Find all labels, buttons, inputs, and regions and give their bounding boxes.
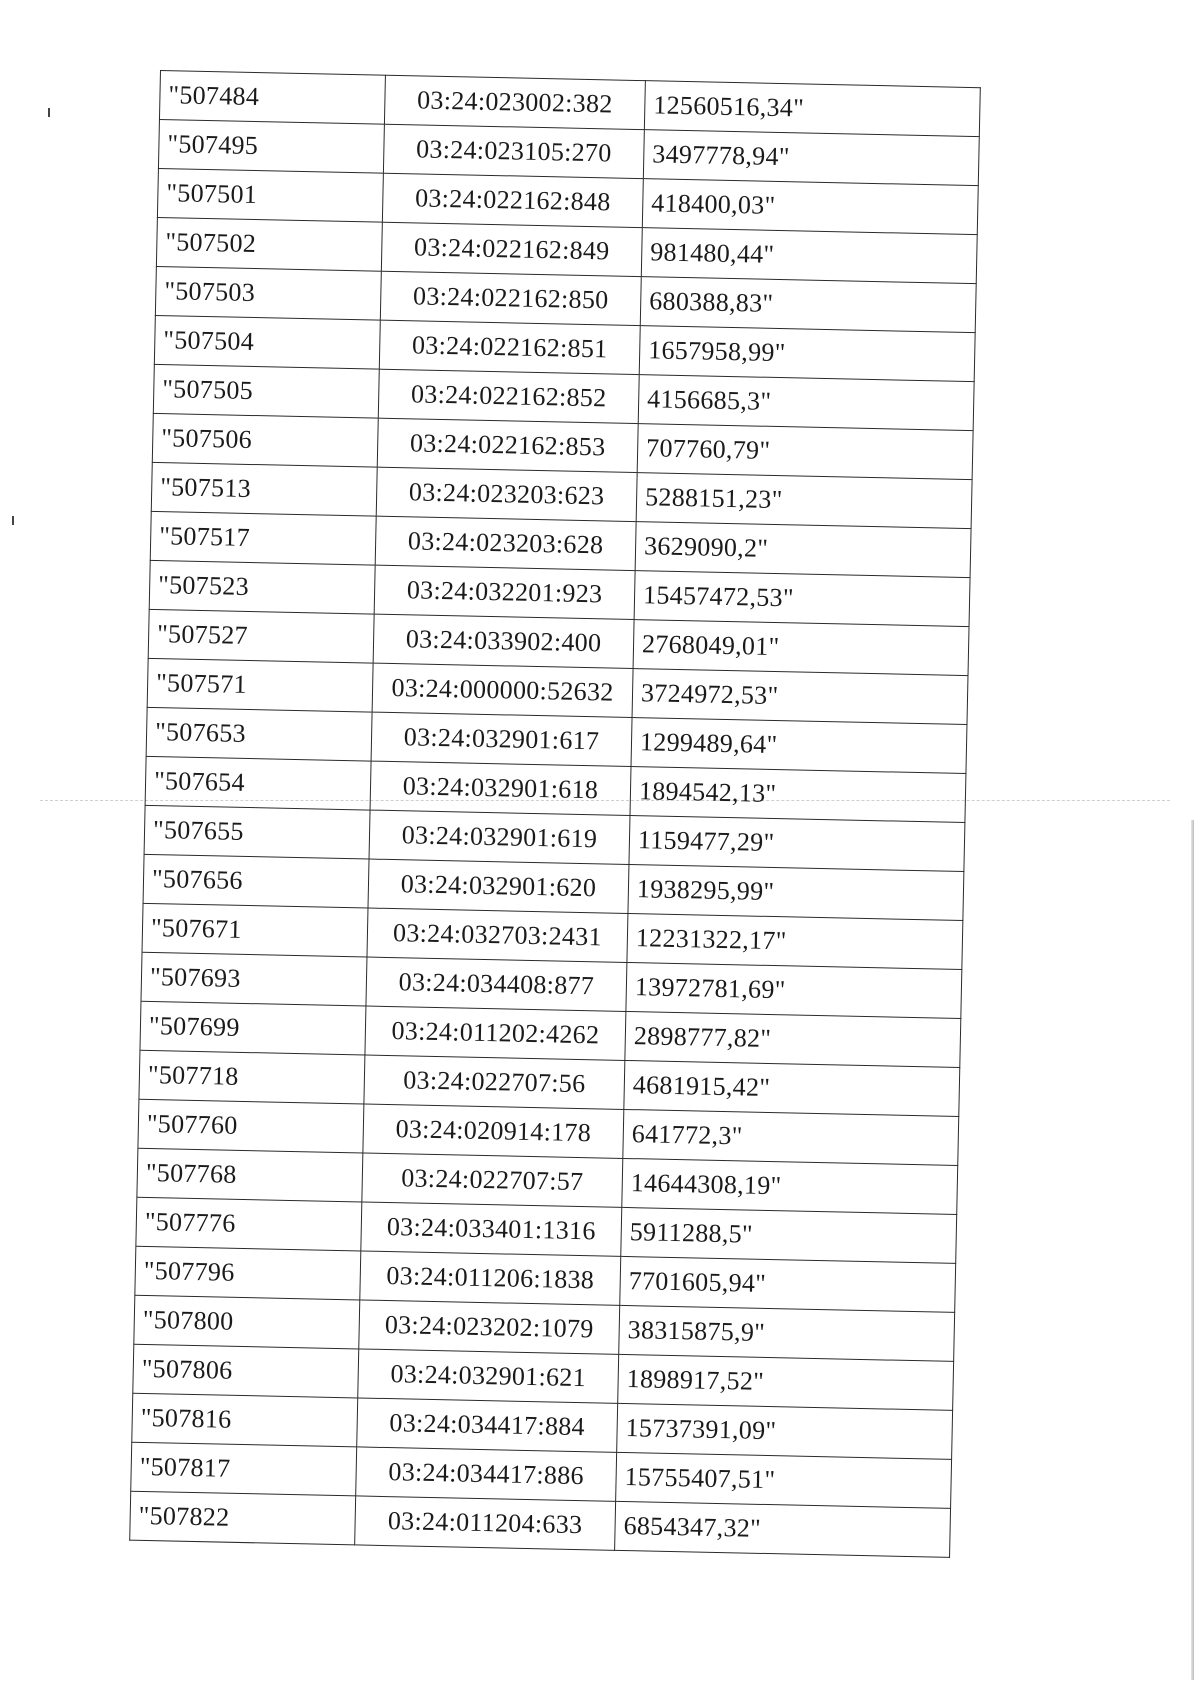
cadastral-number-cell: 03:24:020914:178 (363, 1104, 624, 1158)
cadastral-number-cell: 03:24:034408:877 (366, 957, 627, 1011)
cadastral-number-cell: 03:24:022162:850 (380, 271, 641, 325)
cadastral-number-cell: 03:24:023203:623 (376, 467, 637, 521)
value-cell: 1898917,52" (618, 1354, 954, 1410)
cadastral-number-cell: 03:24:000000:52632 (372, 663, 633, 717)
cadastral-number-cell: 03:24:033401:1316 (361, 1202, 622, 1256)
row-id-cell: "507656 (143, 854, 369, 908)
value-cell: 1159477,29" (629, 816, 965, 872)
value-cell: 12231322,17" (627, 913, 963, 969)
value-cell: 3724972,53" (632, 669, 968, 725)
row-id-cell: "507760 (138, 1099, 364, 1153)
row-id-cell: "507768 (137, 1148, 363, 1202)
row-id-cell: "507513 (151, 462, 377, 516)
value-cell: 1894542,13" (630, 767, 966, 823)
value-cell: 1299489,64" (631, 718, 967, 774)
value-cell: 5911288,5" (621, 1207, 957, 1263)
row-id-cell: "507527 (148, 609, 374, 663)
value-cell: 981480,44" (641, 228, 977, 284)
registry-table-container (129, 70, 980, 1558)
cadastral-number-cell: 03:24:023203:628 (375, 516, 636, 570)
cadastral-number-cell: 03:24:032901:619 (369, 810, 630, 864)
value-cell: 5288151,23" (636, 473, 972, 529)
cadastral-number-cell: 03:24:032201:923 (374, 565, 635, 619)
cadastral-number-cell: 03:24:022162:849 (381, 222, 642, 276)
row-id-cell: "507655 (144, 805, 370, 859)
row-id-cell: "507523 (149, 560, 375, 614)
row-id-cell: "507800 (134, 1295, 360, 1349)
value-cell: 3497778,94" (643, 130, 979, 186)
cadastral-number-cell: 03:24:032901:618 (370, 761, 631, 815)
cadastral-number-cell: 03:24:011204:633 (355, 1496, 616, 1550)
row-id-cell: "507693 (141, 952, 367, 1006)
row-id-cell: "507506 (152, 413, 378, 467)
row-id-cell: "507501 (157, 168, 383, 222)
row-id-cell: "507816 (132, 1393, 358, 1447)
value-cell: 6854347,32" (615, 1501, 951, 1557)
value-cell: 7701605,94" (620, 1256, 956, 1312)
row-id-cell: "507776 (136, 1197, 362, 1251)
cadastral-number-cell: 03:24:033902:400 (373, 614, 634, 668)
row-id-cell: "507503 (155, 266, 381, 320)
cadastral-number-cell: 03:24:011206:1838 (360, 1251, 621, 1305)
row-id-cell: "507806 (133, 1344, 359, 1398)
value-cell: 15457472,53" (634, 571, 970, 627)
cadastral-number-cell: 03:24:022162:851 (379, 320, 640, 374)
row-id-cell: "507817 (131, 1442, 357, 1496)
row-id-cell: "507822 (130, 1491, 356, 1545)
margin-tick-mark (12, 516, 14, 525)
row-id-cell: "507502 (156, 217, 382, 271)
scan-page-edge (1191, 820, 1194, 1680)
value-cell: 418400,03" (642, 179, 978, 235)
value-cell: 2898777,82" (625, 1011, 961, 1067)
cadastral-number-cell: 03:24:032901:617 (371, 712, 632, 766)
margin-tick-mark (48, 108, 50, 117)
row-id-cell: "507517 (150, 511, 376, 565)
registry-table-body (130, 71, 981, 1558)
cadastral-number-cell: 03:24:023202:1079 (359, 1300, 620, 1354)
cadastral-number-cell: 03:24:032703:2431 (367, 908, 628, 962)
value-cell: 641772,3" (623, 1109, 959, 1165)
cadastral-number-cell: 03:24:032901:620 (368, 859, 629, 913)
cadastral-number-cell: 03:24:022707:57 (362, 1153, 623, 1207)
cadastral-number-cell: 03:24:022162:852 (378, 369, 639, 423)
cadastral-number-cell: 03:24:011202:4262 (365, 1006, 626, 1060)
value-cell: 15737391,09" (617, 1403, 953, 1459)
value-cell: 4681915,42" (624, 1060, 960, 1116)
row-id-cell: "507504 (154, 315, 380, 369)
value-cell: 1938295,99" (628, 864, 964, 920)
value-cell: 707760,79" (637, 424, 973, 480)
row-id-cell: "507495 (158, 119, 384, 173)
cadastral-number-cell: 03:24:022707:56 (364, 1055, 625, 1109)
row-id-cell: "507699 (140, 1001, 366, 1055)
row-id-cell: "507654 (145, 756, 371, 810)
row-id-cell: "507484 (159, 71, 385, 125)
value-cell: 12560516,34" (644, 81, 980, 137)
cadastral-number-cell: 03:24:023105:270 (383, 124, 644, 178)
registry-table (129, 70, 981, 1558)
cadastral-number-cell: 03:24:032901:621 (358, 1349, 619, 1403)
value-cell: 1657958,99" (639, 326, 975, 382)
cadastral-number-cell: 03:24:022162:853 (377, 418, 638, 472)
value-cell: 15755407,51" (616, 1452, 952, 1508)
value-cell: 13972781,69" (626, 962, 962, 1018)
row-id-cell: "507718 (139, 1050, 365, 1104)
row-id-cell: "507671 (142, 903, 368, 957)
value-cell: 680388,83" (640, 277, 976, 333)
cadastral-number-cell: 03:24:022162:848 (382, 173, 643, 227)
row-id-cell: "507571 (147, 658, 373, 712)
row-id-cell: "507796 (135, 1246, 361, 1300)
cadastral-number-cell: 03:24:023002:382 (384, 75, 645, 129)
value-cell: 3629090,2" (635, 522, 971, 578)
value-cell: 4156685,3" (638, 375, 974, 431)
row-id-cell: "507505 (153, 364, 379, 418)
value-cell: 14644308,19" (622, 1158, 958, 1214)
row-id-cell: "507653 (146, 707, 372, 761)
cadastral-number-cell: 03:24:034417:884 (357, 1398, 618, 1452)
cadastral-number-cell: 03:24:034417:886 (356, 1447, 617, 1501)
value-cell: 38315875,9" (619, 1305, 955, 1361)
value-cell: 2768049,01" (633, 620, 969, 676)
